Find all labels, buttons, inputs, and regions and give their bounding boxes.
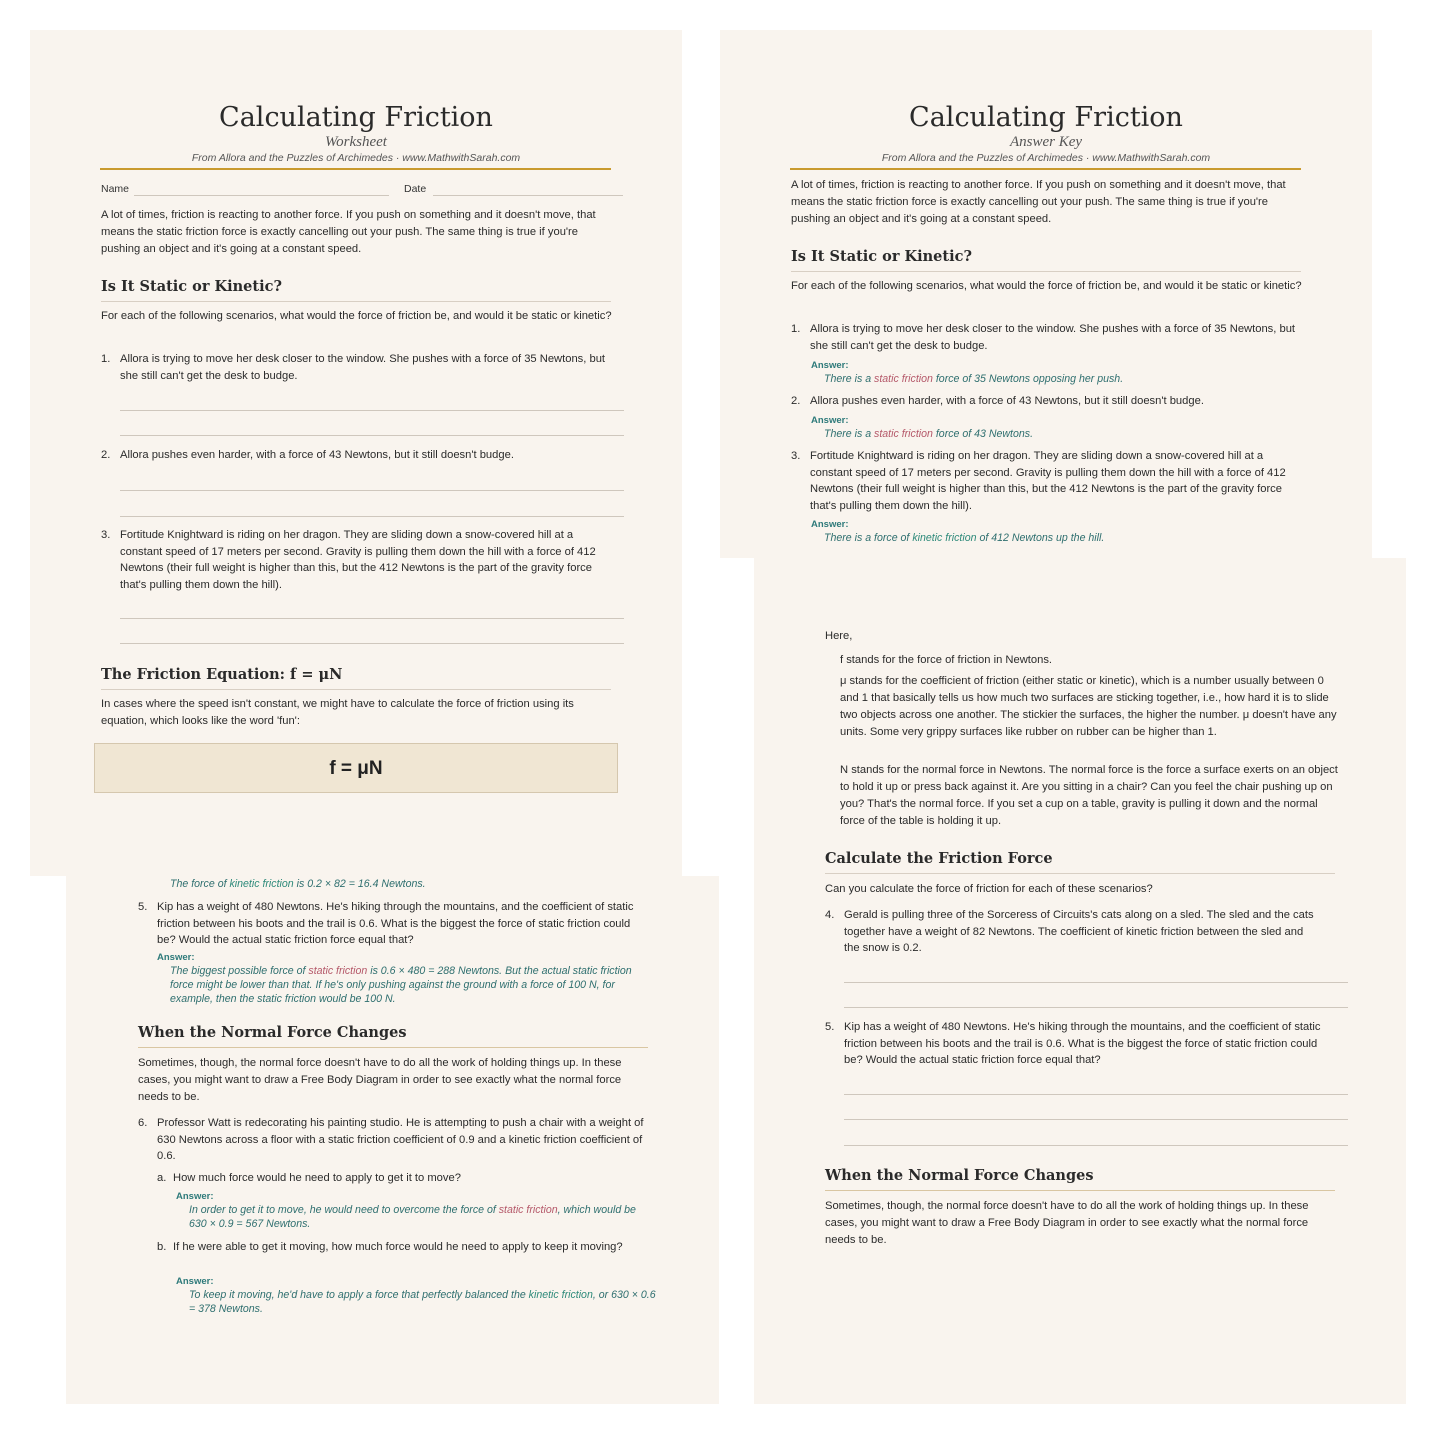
date-label: Date	[404, 183, 427, 195]
question-5: 5. Kip has a weight of 480 Newtons. He's hiking through the mountains, and the coefficient of static friction between his boots and the trail is 0.6. What is the biggest the force of static friction could be? Would the actual static friction force equal that?	[825, 1021, 1321, 1066]
here-label: Here,	[825, 630, 853, 642]
answer-label: Answer:	[176, 1276, 214, 1287]
definition-mu: μ stands for the coefficient of friction (either static or kinetic), which is a number usually between 0 and 1 that basically tells us how much two surfaces are sticking together, i.e., how hard it is to slide two objects across one another. The stickier the surfaces, the higher the number. μ doesn't have any units. Some very grippy surfaces like rubber on rubber can be higher than 1.	[840, 675, 1337, 738]
answer-5-text: The biggest possible force of static friction is 0.6 × 480 = 288 Newtons. But the actual static friction force might be lower than that. If he's only pushing against the ground with a force of 100 N, for example, then the static friction would be 100 N.	[170, 965, 632, 1005]
section-heading-calculate: Calculate the Friction Force	[825, 850, 1053, 867]
page-subtitle: Worksheet	[325, 134, 387, 150]
question-2: 2. Allora pushes even harder, with a force of 43 Newtons, but it still doesn't budge.	[791, 395, 1204, 407]
answer-key-page-1	[720, 30, 1372, 558]
answer-line[interactable]	[844, 1145, 1348, 1146]
section-prompt: For each of the following scenarios, what would the force of friction be, and would it be static or kinetic?	[791, 280, 1302, 292]
answer-label: Answer:	[811, 415, 849, 426]
divider	[101, 689, 611, 690]
answer-6b-text: To keep it moving, he'd have to apply a force that perfectly balanced the kinetic friction, or 630 × 0.6 = 378 Newtons.	[189, 1289, 656, 1315]
question-6: 6. Professor Watt is redecorating his painting studio. He is attempting to push a chair with a weight of 630 Newtons across a floor with a static friction coefficient of 0.9 and a kinetic friction coefficient of 0.6.	[138, 1117, 644, 1162]
answer-label: Answer:	[811, 360, 849, 371]
section-heading-normal-force: When the Normal Force Changes	[825, 1167, 1094, 1184]
name-label: Name	[101, 183, 130, 195]
answer-line[interactable]	[120, 516, 624, 517]
section-heading-static-kinetic: Is It Static or Kinetic?	[791, 248, 972, 265]
section-text: Sometimes, though, the normal force doesn't have to do all the work of holding things up. In these cases, you might want to draw a Free Body Diagram in order to see exactly what the normal force needs to be.	[825, 1200, 1309, 1246]
question-3: 3. Fortitude Knightward is riding on her dragon. They are sliding down a snow-covered hill at a constant speed of 17 meters per second. Gravity is pulling them down the hill with a force of 412 Newtons (their full weight is higher than this, but the 412 Newtons is the part of the gravity force that's pulling them down the hill).	[791, 450, 1286, 512]
divider	[138, 1047, 648, 1048]
intro-text: A lot of times, friction is reacting to another force. If you push on something and it doesn't move, that means the static friction force is exactly cancelling out your push. The same thing is true if you're pushing an object and it's going at a constant speed.	[101, 209, 596, 255]
answer-2-text: There is a static friction force of 43 Newtons.	[824, 428, 1034, 440]
answer-line[interactable]	[844, 1094, 1348, 1095]
definition-n: N stands for the normal force in Newtons. The normal force is the force a surface exerts on an object to hold it up or press back against it. Are you sitting in a chair? Can you feel the chair pushing up on you? That's the normal force. If you set a cup on a table, gravity is pulling it down and the normal force of the table is holding it up.	[840, 764, 1338, 827]
section-text: Sometimes, though, the normal force doesn't have to do all the work of holding things up. In these cases, you might want to draw a Free Body Diagram in order to see exactly what the normal force needs to be.	[138, 1057, 622, 1103]
question-6a: a. How much force would he need to apply to get it to move?	[157, 1172, 461, 1184]
answer-label: Answer:	[811, 519, 849, 530]
question-2: 2. Allora pushes even harder, with a force of 43 Newtons, but it still doesn't budge.	[101, 449, 514, 461]
question-6b: b. If he were able to get it moving, how much force would he need to apply to keep it moving?	[157, 1241, 623, 1253]
answer-line[interactable]	[120, 618, 624, 619]
page-title: Calculating Friction	[909, 102, 1183, 133]
answer-line[interactable]	[120, 410, 624, 411]
title-rule	[100, 168, 611, 170]
intro-text: A lot of times, friction is reacting to another force. If you push on something and it doesn't move, that means the static friction force is exactly cancelling out your push. The same thing is true if you're pushing an object and it's going at a constant speed.	[791, 179, 1286, 225]
worksheet-page-1	[30, 30, 682, 876]
date-field[interactable]	[433, 195, 623, 196]
page-title: Calculating Friction	[219, 102, 493, 133]
section-heading-static-kinetic: Is It Static or Kinetic?	[101, 278, 282, 295]
answer-line[interactable]	[120, 490, 624, 491]
section-heading-equation: The Friction Equation: f = μN	[101, 666, 343, 683]
answer-key-page-2	[66, 876, 719, 1404]
equation-intro: In cases where the speed isn't constant, we might have to calculate the force of friction using its equation, which looks like the word 'fun':	[101, 698, 574, 727]
section-heading-normal-force: When the Normal Force Changes	[138, 1024, 407, 1041]
divider	[101, 301, 611, 302]
answer-line[interactable]	[844, 1119, 1348, 1120]
answer-label: Answer:	[157, 952, 195, 963]
answer-label: Answer:	[176, 1191, 214, 1202]
source-line: From Allora and the Puzzles of Archimedes · www.MathwithSarah.com	[881, 152, 1211, 164]
title-rule	[790, 168, 1301, 170]
question-4: 4. Gerald is pulling three of the Sorceress of Circuits's cats along on a sled. The sled and the cats together have a weight of 82 Newtons. The coefficient of kinetic friction between the sled and the snow is 0.2.	[825, 909, 1314, 954]
question-1: 1. Allora is trying to move her desk closer to the window. She pushes with a force of 35 Newtons, but she still can't get the desk to budge.	[101, 353, 606, 382]
source-line: From Allora and the Puzzles of Archimedes · www.MathwithSarah.com	[191, 152, 521, 164]
divider	[825, 873, 1335, 874]
answer-1-text: There is a static friction force of 35 Newtons opposing her push.	[824, 373, 1124, 385]
divider	[791, 271, 1301, 272]
answer-6a-text: In order to get it to move, he would need to overcome the force of static friction, which would be 630 × 0.9 = 567 Newtons.	[189, 1204, 636, 1230]
equation-box: f = μN	[94, 743, 618, 793]
page-subtitle: Answer Key	[1009, 134, 1083, 150]
answer-line[interactable]	[844, 982, 1348, 983]
question-3: 3. Fortitude Knightward is riding on her dragon. They are sliding down a snow-covered hill at a constant speed of 17 meters per second. Gravity is pulling them down the hill with a force of 412 Newtons (their full weight is higher than this, but the 412 Newtons is the part of the gravity force that's pulling them down the hill).	[101, 529, 596, 591]
definition-f: f stands for the force of friction in Newtons.	[840, 654, 1053, 666]
section-prompt: Can you calculate the force of friction for each of these scenarios?	[825, 883, 1153, 895]
answer-4-text: The force of kinetic friction is 0.2 × 82 = 16.4 Newtons.	[170, 878, 426, 890]
worksheet-page-2	[754, 558, 1406, 1404]
question-1: 1. Allora is trying to move her desk closer to the window. She pushes with a force of 35 Newtons, but she still can't get the desk to budge.	[791, 323, 1296, 352]
section-prompt: For each of the following scenarios, what would the force of friction be, and would it be static or kinetic?	[101, 310, 612, 322]
answer-3-text: There is a force of kinetic friction of 412 Newtons up the hill.	[824, 532, 1105, 544]
answer-line[interactable]	[844, 1007, 1348, 1008]
question-5: 5. Kip has a weight of 480 Newtons. He's hiking through the mountains, and the coefficient of static friction between his boots and the trail is 0.6. What is the biggest the force of static friction could be? Would the actual static friction force equal that?	[138, 901, 634, 946]
answer-line[interactable]	[120, 643, 624, 644]
answer-line[interactable]	[120, 435, 624, 436]
name-field[interactable]	[134, 195, 389, 196]
divider	[825, 1190, 1335, 1191]
